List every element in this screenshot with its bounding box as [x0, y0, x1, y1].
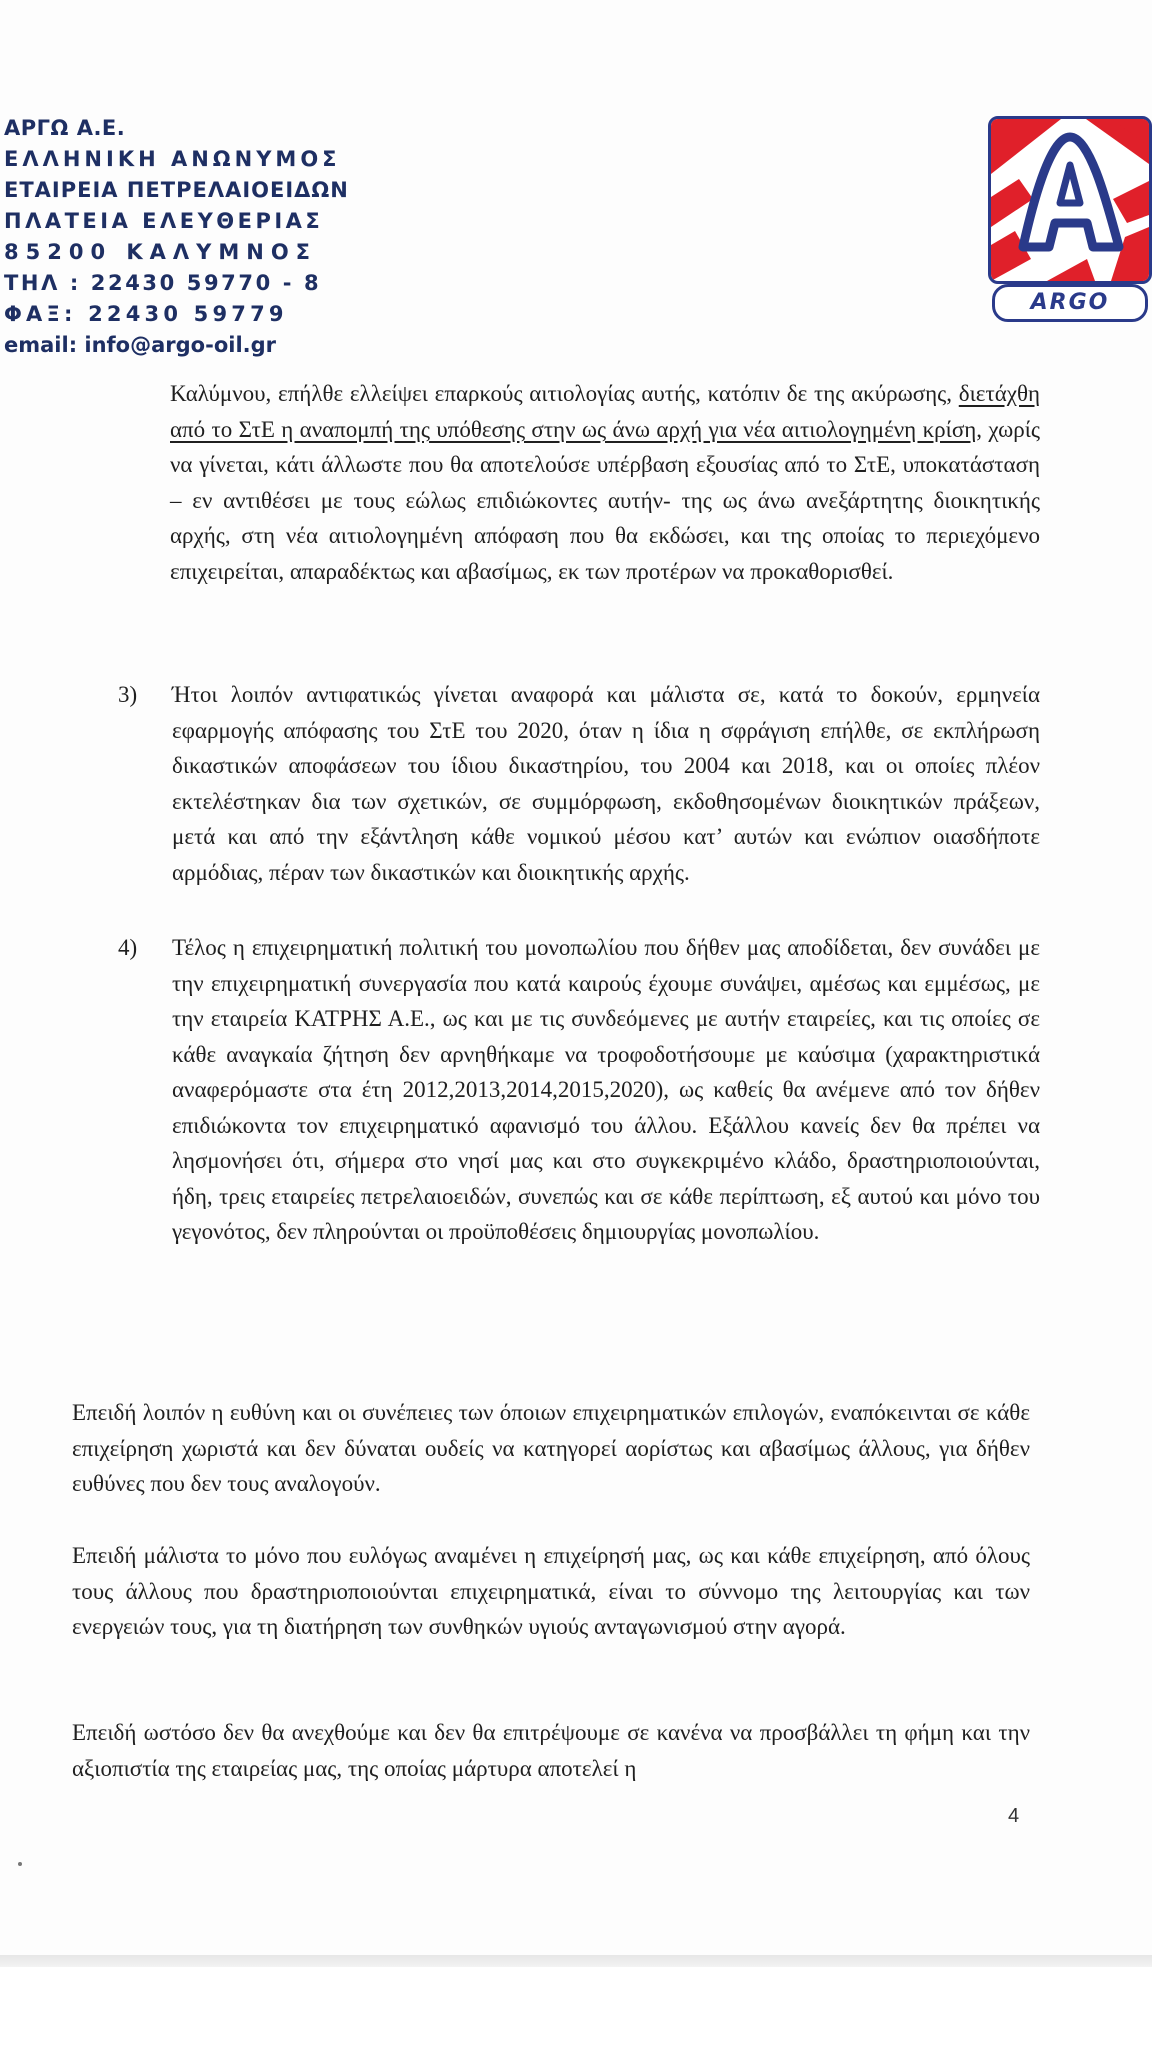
continuation-paragraph: [170, 376, 1040, 589]
argo-emblem-icon: [991, 119, 1149, 281]
argo-logo-emblem: [988, 116, 1152, 284]
underlined-phrase: διετάχθη από το ΣτΕ η αναπομπή της υπόθεσης στην ως άνω αρχή για νέα αιτιολογημένη κρίση: [170, 381, 1040, 442]
list-item-3-text: Ήτοι λοιπόν αντιφατικώς γίνεται αναφορά και μάλιστα σε, κατά το δοκούν, ερμηνεία εφαρμογής απόφασης του ΣτΕ του 2020, όταν η ίδια η σφράγιση επήλθε, σε εκπλήρωση δικαστικών αποφάσεων του ίδιου δικαστηρίου, του 2004 και 2018, και οι οποίες πλέον εκτελέστηκαν δια των σχετικών, σε συμμόρφωση, εκδοθησομένων διοικητικών πράξεων, μετά και από την εξάντληση κάθε νομικού μέσου κατ’ αυτών και ενώπιον οιασδήποτε αρμόδιας, πέραν των δικαστικών και διοικητικής αρχής.: [172, 682, 1040, 885]
company-type-line-2: ΕΤΑΙΡΕΙΑ ΠΕΤΡΕΛΑΙΟΕΙΔΩΝ: [4, 178, 349, 202]
continuation-text-end: , χωρίς να γίνεται, κάτι άλλωστε που θα αποτελούσε υπέρβαση εξουσίας από το ΣτΕ, υποκατάσταση – εν αντιθέσει με τους εώλως επιδιώκοντες αυτήν- της ως άνω ανεξάρτητης διοικητικής αρχής, στη νέα αιτιολογημένη απόφαση που θα εκδώσει, και της οποίας το περιεχόμενο επιχειρείται, απαραδέκτως και αβασίμως, εκ των προτέρων να προκαθορισθεί.: [170, 416, 1040, 584]
company-address-line: ΠΛΑΤΕΙΑ ΕΛΕΥΘΕΡΙΑΣ: [4, 209, 324, 233]
page-bottom-edge: [0, 1955, 1152, 1967]
company-type-line: ΕΛΛΗΝΙΚΗ ΑΝΩΝΥΜΟΣ: [4, 147, 341, 171]
argo-logo: [988, 116, 1150, 326]
list-item-4-text: Τέλος η επιχειρηματική πολιτική του μονοπωλίου που δήθεν μας αποδίδεται, δεν συνάδει με την επιχειρηματική συνεργασία που κατά καιρούς έχουμε συνάψει, αμέσως και εμμέσως, με την εταιρεία ΚΑΤΡΗΣ Α.Ε., ως και με τις συνδεόμενες με αυτήν εταιρείες, και τις οποίες σε κάθε αναγκαία ζήτηση δεν αρνηθήκαμε να τροφοδοτήσουμε με καύσιμα (χαρακτηριστικά αναφερόμαστε στα έτη 2012,2013,2014,2015,2020), ως καθείς θα ανέμενε από τον δήθεν επιδιώκοντα τον επιχειρηματικό αφανισμό του άλλου. Εξάλλου κανείς δεν θα πρέπει να λησμονήσει ότι, σήμερα στο νησί μας και στο συγκεκριμένο κλάδο, δραστηριοποιούνται, ήδη, τρεις εταιρείες πετρελαιοειδών, συνεπώς και σε κάθε περίπτωση, εξ αυτού και μόνο του γεγονότος, δεν πληρούνται οι προϋποθέσεις δημιουργίας μονοπωλίου.: [172, 935, 1040, 1244]
company-name: ΑΡΓΩ Α.Ε.: [4, 116, 126, 140]
paragraph-epeidi-2: Επειδή μάλιστα το μόνο που ευλόγως αναμένει η επιχείρησή μας, ως και κάθε επιχείρηση, από όλους τους άλλους που δραστηριοποιούνται επιχειρηματικά, είναι το σύννομο της λειτουργίας και των ενεργειών τους, για τη διατήρηση των συνθηκών υγιούς ανταγωνισμού στην αγορά.: [72, 1543, 1030, 1639]
paragraph-epeidi-3: Επειδή ωστόσο δεν θα ανεχθούμε και δεν θα επιτρέψουμε σε κανένα να προσβάλλει τη φήμη και την αξιοπιστία της εταιρείας μας, της οποίας μάρτυρα αποτελεί η: [72, 1720, 1030, 1781]
viewer-bottom-area: [0, 1955, 1152, 2048]
list-item-number-3: 3): [118, 682, 138, 707]
continuation-text-start: Καλύμνου, επήλθε ελλείψει επαρκούς αιτιολογίας αυτής, κατόπιν δε της ακύρωσης,: [170, 381, 959, 406]
list-item-number-4: 4): [118, 935, 138, 960]
company-postcode-city: 85200 ΚΑΛΥΜΝΟΣ: [4, 240, 318, 264]
letterhead-company-info: [4, 113, 349, 361]
company-fax: ΦΑΞ: 22430 59779: [4, 302, 288, 326]
page-number: 4: [1008, 1805, 1020, 1827]
scan-speck: [18, 1862, 22, 1866]
paragraph-epeidi-1: Επειδή λοιπόν η ευθύνη και οι συνέπειες των όποιων επιχειρηματικών επιλογών, εναπόκεινται σε κάθε επιχείρηση χωριστά και δεν δύναται ουδείς να κατηγορεί αορίστως και αβασίμως άλλους, για δήθεν ευθύνες που δεν τους αναλογούν.: [72, 1400, 1030, 1496]
company-email: email: info@argo-oil.gr: [4, 333, 277, 357]
argo-logo-text: ARGO: [992, 284, 1148, 322]
company-phone: ΤΗΛ : 22430 59770 - 8: [4, 271, 322, 295]
